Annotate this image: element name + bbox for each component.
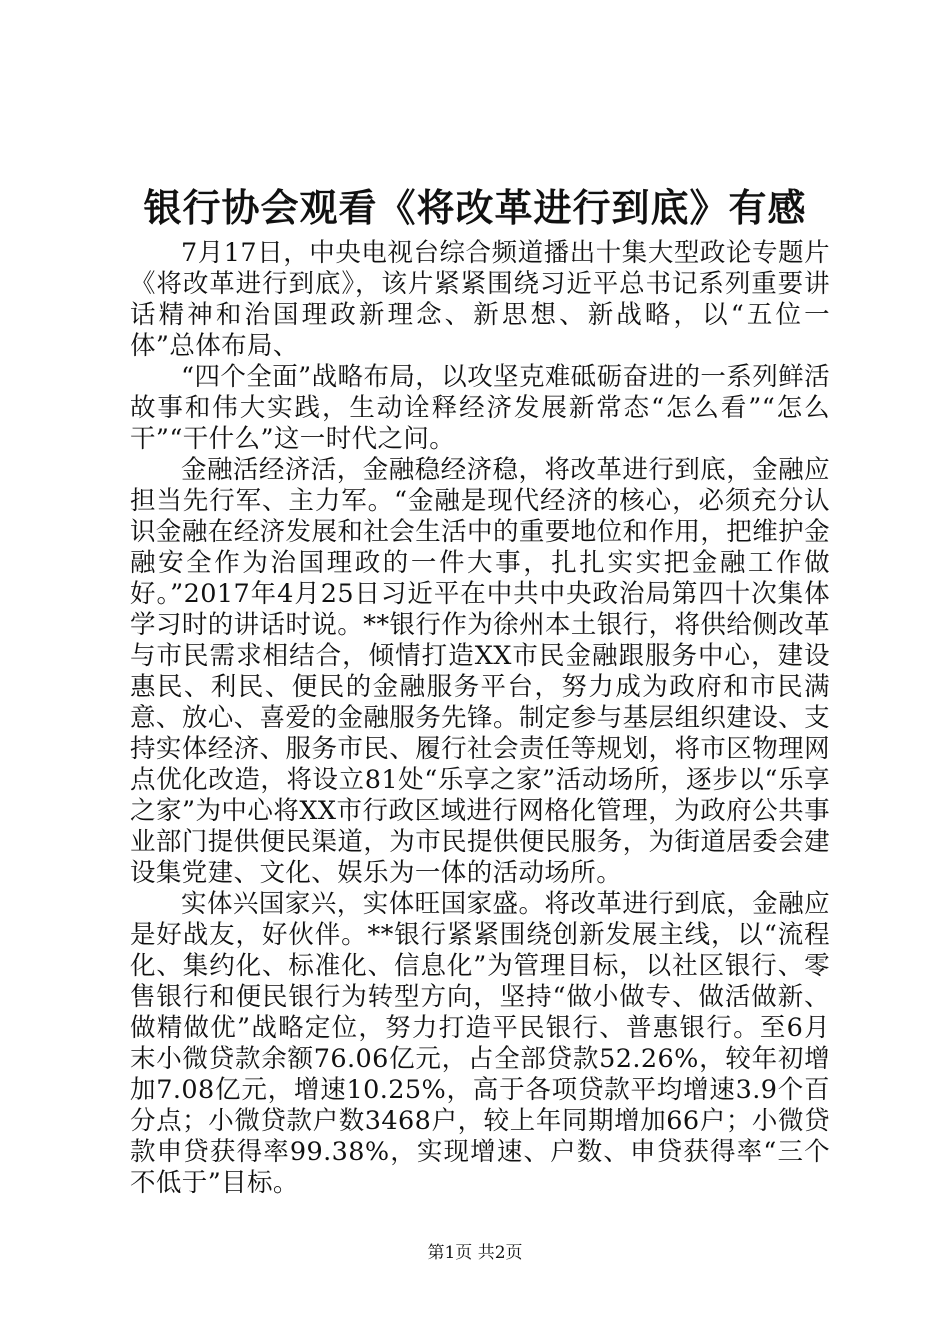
paragraph-2: “四个全面”战略布局，以攻坚克难砥砺奋进的一系列鲜活故事和伟大实践，生动诠释经济发展新常态“怎么看”“怎么干”“干什么”这一时代之问。	[130, 362, 830, 454]
page-footer: 第1页 共2页	[427, 1243, 523, 1263]
paragraph-1: 7月17日，中央电视台综合频道播出十集大型政论专题片《将改革进行到底》，该片紧紧围绕习近平总书记系列重要讲话精神和治国理政新理念、新思想、新战略，以“五位一体”总体布局、	[130, 238, 830, 361]
document-body	[130, 238, 830, 1199]
document-title: 银行协会观看《将改革进行到底》有感	[143, 185, 807, 230]
paragraph-4: 实体兴国家兴，实体旺国家盛。将改革进行到底，金融应是好战友，好伙伴。**银行紧紧围绕创新发展主线，以“流程化、集约化、标准化、信息化”为管理目标，以社区银行、零售银行和便民银行为转型方向，坚持“做小做专、做活做新、做精做优”战略定位，努力打造平民银行、普惠银行。至6月末小微贷款余额76.06亿元，占全部贷款52.26%，较年初增加7.08亿元，增速10.25%，高于各项贷款平均增速3.9个百分点；小微贷款户数3468户，较上年同期增加66户；小微贷款申贷获得率99.38%，实现增速、户数、申贷获得率“三个不低于”目标。	[130, 889, 830, 1198]
paragraph-3: 金融活经济活，金融稳经济稳，将改革进行到底，金融应担当先行军、主力军。“金融是现代经济的核心，必须充分认识金融在经济发展和社会生活中的重要地位和作用，把维护金融安全作为治国理政的一件大事，扎扎实实把金融工作做好。”2017年4月25日习近平在中共中央政治局第四十次集体学习时的讲话时说。**银行作为徐州本土银行，将供给侧改革与市民需求相结合，倾情打造XX市民金融跟服务中心，建设惠民、利民、便民的金融服务平台，努力成为政府和市民满意、放心、喜爱的金融服务先锋。制定参与基层组织建设、支持实体经济、服务市民、履行社会责任等规划，将市区物理网点优化改造，将设立81处“乐享之家”活动场所，逐步以“乐享之家”为中心将XX市行政区域进行网格化管理，为政府公共事业部门提供便民渠道，为市民提供便民服务，为街道居委会建设集党建、文化、娱乐为一体的活动场所。	[130, 455, 830, 888]
